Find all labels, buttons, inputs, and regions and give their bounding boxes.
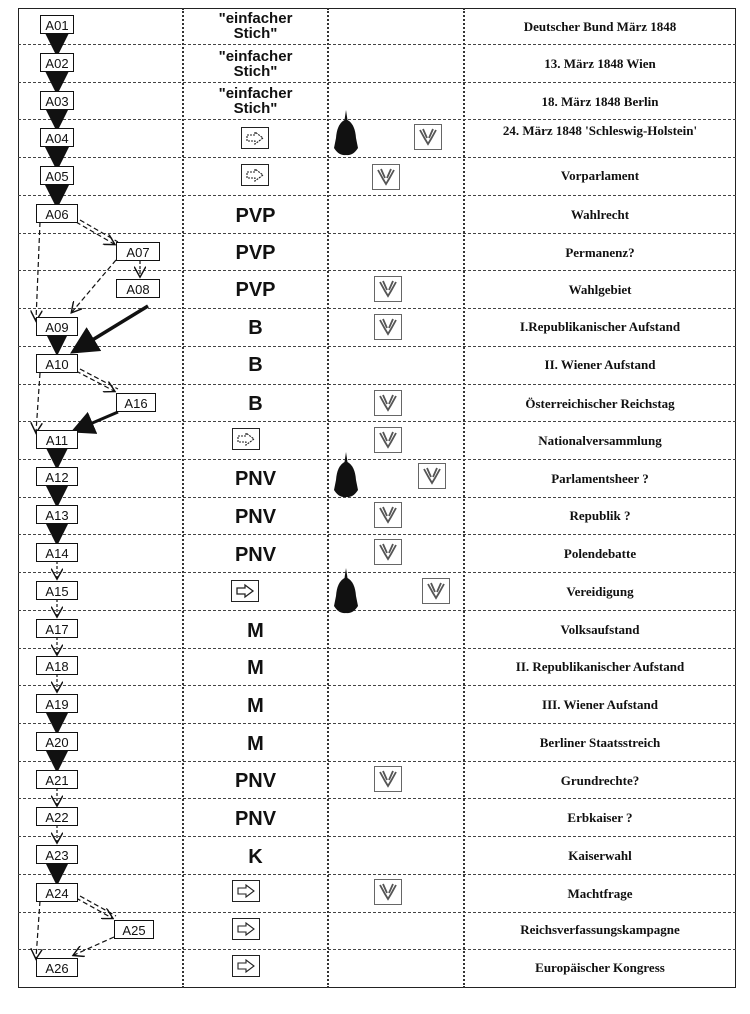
hands-card-icon	[374, 879, 402, 905]
row-code: PNV	[234, 808, 277, 830]
row-topic: Deutscher Bund März 1848	[523, 19, 677, 34]
row-code: B	[248, 393, 263, 415]
arrow-card-icon	[241, 127, 269, 149]
event-node[interactable]: A10	[36, 354, 78, 373]
row-code: B	[248, 354, 263, 376]
event-node[interactable]: A25	[114, 920, 154, 939]
row-code: PNV	[234, 506, 277, 528]
row-topic: II. Republikanischer Aufstand	[515, 659, 685, 674]
row-topic: Vereidigung	[566, 584, 634, 599]
event-node[interactable]: A11	[36, 430, 78, 449]
row-topic: 13. März 1848 Wien	[544, 56, 656, 71]
row-topic: Vorparlament	[560, 168, 640, 183]
event-node[interactable]: A18	[36, 656, 78, 675]
row-topic: II. Wiener Aufstand	[544, 357, 656, 372]
event-node[interactable]: A05	[40, 166, 74, 185]
pickelhaube-icon	[333, 566, 359, 616]
flow-arrow	[76, 306, 148, 350]
event-node[interactable]: A17	[36, 619, 78, 638]
row-topic: Parlamentsheer ?	[551, 471, 649, 486]
arrow-card-icon	[232, 955, 260, 977]
row-topic: Reichsverfassungskampagne	[520, 922, 680, 937]
event-node[interactable]: A07	[116, 242, 160, 261]
flow-arrow	[76, 222, 114, 244]
hands-card-icon	[374, 314, 402, 340]
event-node[interactable]: A08	[116, 279, 160, 298]
arrow-card-icon	[232, 918, 260, 940]
pickelhaube-icon	[333, 450, 359, 500]
row-code: "einfacher Stich"	[218, 10, 293, 42]
event-node[interactable]: A02	[40, 53, 74, 72]
row-code: PVP	[235, 242, 276, 264]
row-code: PNV	[234, 770, 277, 792]
row-topic: Permanenz?	[565, 245, 635, 260]
flow-arrow	[74, 937, 114, 955]
row-code: PNV	[234, 544, 277, 566]
hands-card-icon	[374, 766, 402, 792]
row-code: "einfacher Stich"	[218, 85, 293, 117]
flow-arrow	[76, 371, 114, 391]
event-node[interactable]: A19	[36, 694, 78, 713]
row-code: M	[247, 657, 264, 679]
event-node[interactable]: A15	[36, 581, 78, 600]
arrow-card-icon	[232, 428, 260, 450]
row-topic: 18. März 1848 Berlin	[541, 94, 659, 109]
row-topic: Erbkaiser ?	[567, 810, 633, 825]
event-node[interactable]: A03	[40, 91, 74, 110]
hands-card-icon	[374, 502, 402, 528]
row-topic: Nationalversammlung	[538, 433, 662, 448]
event-node[interactable]: A22	[36, 807, 78, 826]
hands-card-icon	[414, 124, 442, 150]
flow-arrow	[80, 220, 118, 242]
event-node[interactable]: A23	[36, 845, 78, 864]
row-topic: I.Republikanischer Aufstand	[519, 319, 681, 334]
row-code: M	[247, 620, 264, 642]
row-code: PNV	[234, 468, 277, 490]
row-topic: Grundrechte?	[560, 773, 640, 788]
flow-arrow	[36, 901, 40, 958]
event-node[interactable]: A12	[36, 467, 78, 486]
flow-arrow	[36, 373, 40, 432]
event-node[interactable]: A04	[40, 128, 74, 147]
row-code: B	[248, 317, 263, 339]
event-node[interactable]: A09	[36, 317, 78, 336]
arrow-card-icon	[231, 580, 259, 602]
flow-arrow	[76, 412, 118, 430]
pickelhaube-icon	[333, 108, 359, 158]
row-topic: Wahlgebiet	[568, 282, 632, 297]
flow-arrow	[76, 898, 112, 918]
event-node[interactable]: A01	[40, 15, 74, 34]
row-topic: Volksaufstand	[560, 622, 640, 637]
row-code: K	[248, 846, 263, 868]
event-node[interactable]: A14	[36, 543, 78, 562]
flow-arrow	[72, 260, 116, 312]
row-topic: Wahlrecht	[570, 207, 630, 222]
event-node[interactable]: A06	[36, 204, 78, 223]
row-topic: Polendebatte	[563, 546, 637, 561]
event-node[interactable]: A13	[36, 505, 78, 524]
row-topic: Republik ?	[569, 508, 631, 523]
row-topic: Machtfrage	[567, 886, 633, 901]
row-code: PVP	[235, 205, 276, 227]
row-topic: Europäischer Kongress	[535, 960, 665, 975]
row-code: "einfacher Stich"	[218, 48, 293, 80]
hands-card-icon	[422, 578, 450, 604]
event-node[interactable]: A20	[36, 732, 78, 751]
event-node[interactable]: A16	[116, 393, 156, 412]
hands-card-icon	[374, 276, 402, 302]
row-topic: 24. März 1848 'Schleswig-Holstein'	[502, 123, 698, 138]
hands-card-icon	[374, 539, 402, 565]
flow-arrow	[80, 369, 118, 389]
row-topic: III. Wiener Aufstand	[542, 697, 658, 712]
arrow-card-icon	[241, 164, 269, 186]
row-code: PVP	[235, 279, 276, 301]
row-topic: Berliner Staatsstreich	[539, 735, 661, 750]
row-code: M	[247, 695, 264, 717]
event-node[interactable]: A24	[36, 883, 78, 902]
row-topic: Kaiserwahl	[568, 848, 632, 863]
hands-card-icon	[372, 164, 400, 190]
hands-card-icon	[374, 390, 402, 416]
flow-arrow	[80, 896, 116, 916]
row-code: M	[247, 733, 264, 755]
flow-arrow	[36, 222, 40, 320]
hands-card-icon	[374, 427, 402, 453]
event-node[interactable]: A26	[36, 958, 78, 977]
row-topic: Österreichischer Reichstag	[525, 396, 675, 411]
event-node[interactable]: A21	[36, 770, 78, 789]
hands-card-icon	[418, 463, 446, 489]
arrow-card-icon	[232, 880, 260, 902]
